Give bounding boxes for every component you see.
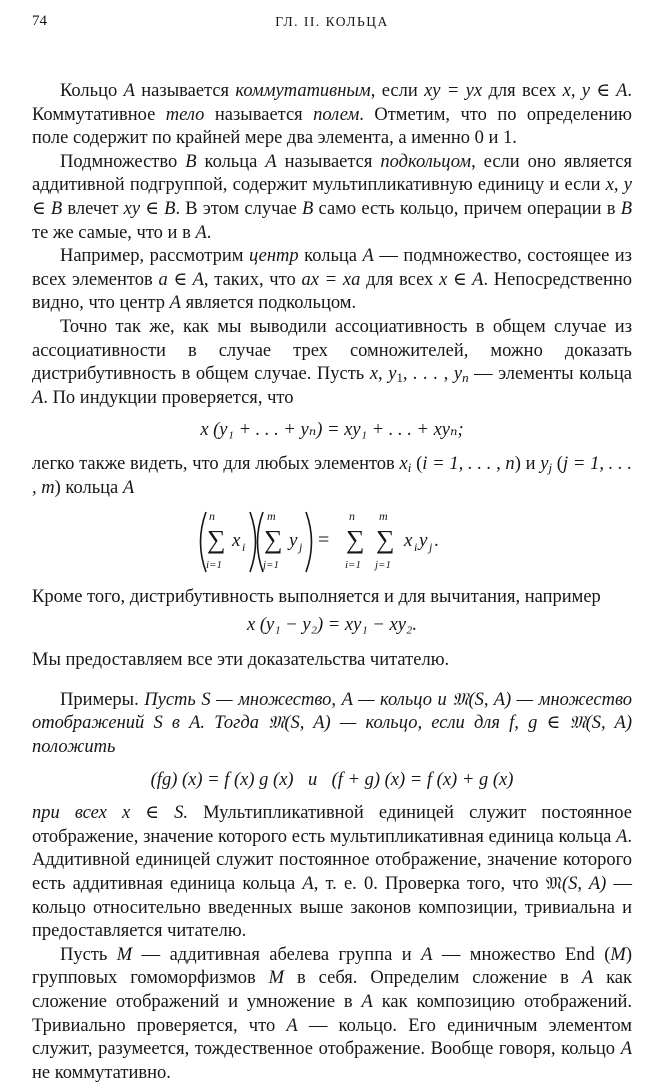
sum1-top: n (209, 509, 215, 524)
running-title: ГЛ. II. КОЛЬЦА (275, 14, 389, 29)
svg-text:y: y (289, 530, 298, 552)
sum2-sigma: ∑ (264, 525, 283, 555)
svg-text:x: x (232, 530, 241, 552)
svg-text:i=1: i=1 (345, 559, 361, 572)
svg-text:i: i (414, 540, 418, 555)
paragraph-subring: Подмножество B кольца A называется подкольцом, если оно является аддитивной подгруппой, содержит мультипликативную единицу и если x, y ∈ B влечет xy ∈ B. В этом случае B само есть кольцо, причем операции в B те же самые, что и в A. (32, 151, 633, 243)
svg-text:m: m (379, 509, 388, 524)
svg-text:j: j (429, 540, 433, 555)
sum2-top: m (267, 509, 276, 524)
paragraph-distributivity: Точно так же, как мы выводили ассоциативность в общем случае из ассоциативности в случае трех сомножителей, можно доказать дистрибутивность в общем случае. Пусть x, $y_1$, . . . , $y_n$ — элементы кольца A. По индукции проверяется, что (32, 316, 632, 408)
paragraph-endomorphisms: Пусть M — аддитивная абелева группа и A — множество End (M) групповых гомоморфизмов M в себя. Определим сложение в A как сложение отображений и умножение в A как композицию отображений. Тривиально проверяется, что A — кольцо. Его единичным элементом служит, разумеется, тождественное отображение. Вообще говоря, кольцо A не коммутативно. (32, 944, 632, 1083)
paragraph-subtraction: Кроме того, дистрибутивность выполняется и для вычитания, например (32, 587, 601, 608)
sum1-sigma: ∑ (207, 525, 226, 555)
sum1-bottom: i=1 (206, 559, 222, 572)
paragraph-function-ring-units: при всех x ∈ S. Мультипликативной единицей служит постоянное отображение, значение которого есть мультипликативная единица кольца A. Аддитивной единицей служит постоянное отображение, значение которого есть аддитивная единица кольца A, т. е. 0. Проверка того, что 𝔐(S, A) — кольцо относительно введенных выше законов композиции, тривиальна и предоставляется читателю. (32, 803, 633, 942)
svg-text:∑: ∑ (376, 525, 395, 555)
paragraph-double-sum-intro: легко также видеть, что для любых элементов $x_i$ (i = 1, . . . , n) и $y_j$ (j = 1, . . . , m) кольца A (32, 453, 633, 498)
svg-text:.: . (434, 530, 439, 552)
sum2-bottom: j=1 (263, 559, 279, 572)
svg-text:n: n (349, 509, 355, 524)
svg-text:∑: ∑ (346, 525, 365, 555)
paragraph-left-to-reader: Мы предоставляем все эти доказательства читателю. (32, 650, 450, 671)
formula-function-ring: (fg) (x) = f (x) g (x) и (f + g) (x) = f (x) + g (x) (150, 769, 514, 790)
page-header (32, 10, 632, 34)
svg-text:j=1: j=1 (375, 559, 391, 572)
svg-text:i: i (242, 540, 246, 555)
svg-text:j: j (299, 540, 303, 555)
svg-text:x: x (404, 530, 413, 552)
paragraph-center: Например, рассмотрим центр кольца A — подмножество, состоящее из всех элементов a ∈ A, таких, что ax = xa для всех x ∈ A. Непосредственно видно, что центр A является подкольцом. (32, 246, 633, 314)
svg-text:y: y (419, 530, 428, 552)
page-number: 74 (32, 13, 47, 29)
svg-text:=: = (318, 529, 330, 552)
formula-distributive-sum: x (y₁ + . . . + yₙ) = xy₁ + . . . + xyₙ; (200, 420, 464, 441)
formula-subtraction: x (y₁ − y₂) = xy₁ − xy₂. (247, 614, 417, 635)
paragraph-commutative: Кольцо A называется коммутативным, если xy = yx для всех x, y ∈ A. Коммутативное тело называется полем. Отметим, что по определению поле содержит по крайней мере два элемента, а именно 0 и 1. (32, 81, 632, 149)
formula-double-sum (32, 506, 632, 578)
paragraph-examples: Примеры. Пусть S — множество, A — кольцо и 𝔐(S, A) — множество отображений S в A. Тогда 𝔐(S, A) — кольцо, если для f, g ∈ 𝔐(S, A) положить (32, 689, 632, 758)
